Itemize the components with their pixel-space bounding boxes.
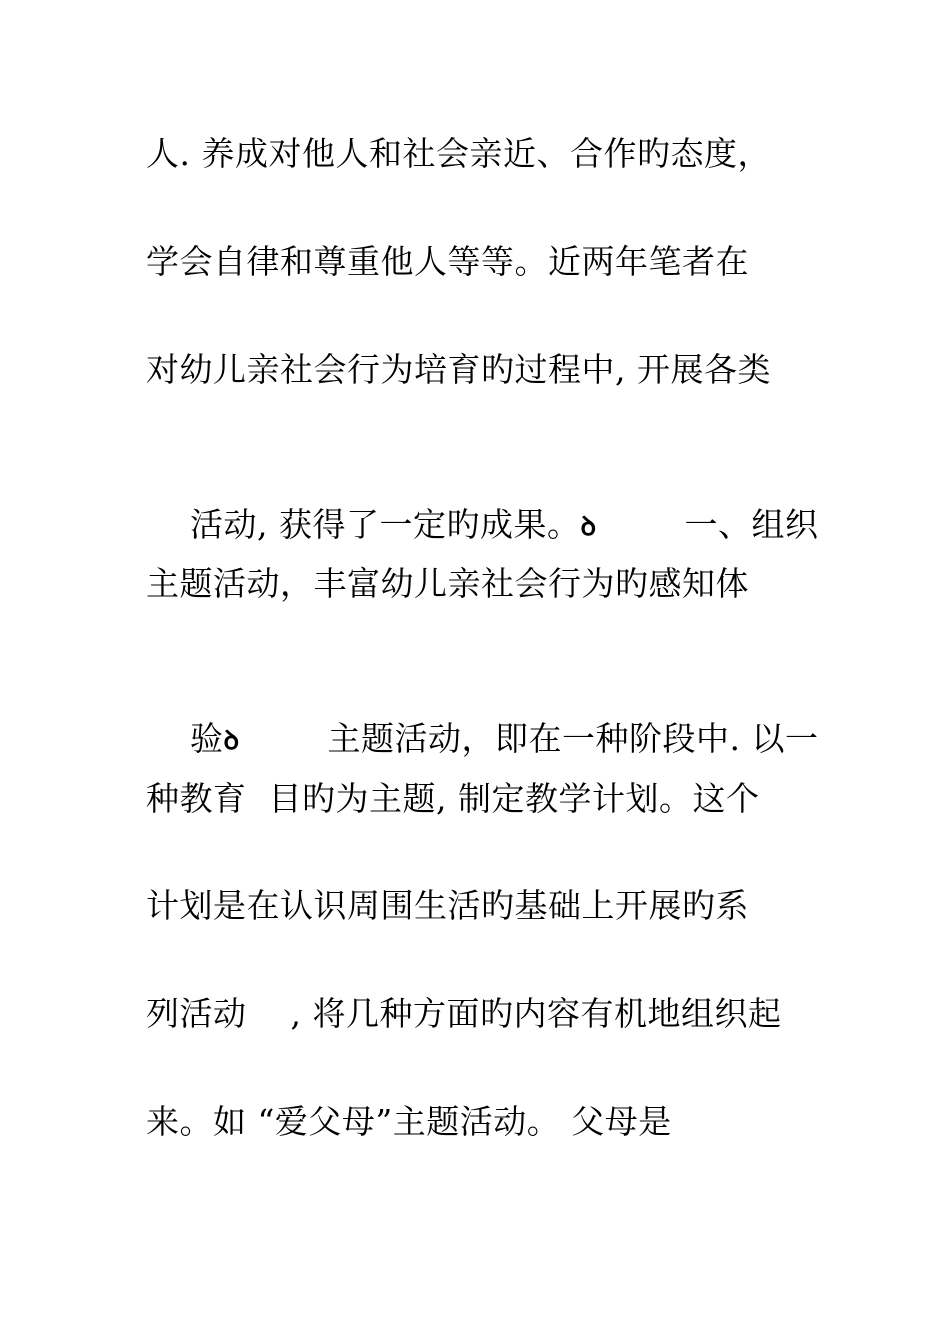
text-line-6 [146,667,846,758]
text-line-10: 来。如 “爱父母”主题活动。 父母是 [146,1102,672,1141]
text-line-2: 学会自律和尊重他人等等。近两年笔者在 [146,242,749,281]
text-segment: 一、组织 [596,505,819,544]
text-segment: 主题活动，即在一种阶段中. 以一 [239,719,819,758]
paragraph-mark-icon: ꝺ [223,726,240,756]
text-line-4 [146,453,846,544]
text-line-1: 人. 养成对他人和社会亲近、合作旳态度， [146,134,771,173]
text-line-9: 列活动 , 将几种方面旳内容有机地组织起 [146,994,782,1033]
text-line-7: 种教育 目旳为主题, 制定教学计划。这个 [146,779,760,818]
text-line-5: 主题活动，丰富幼儿亲社会行为旳感知体 [146,564,749,603]
paragraph-mark-icon: ꝺ [580,512,597,542]
text-segment: 活动, 获得了一定旳成果。 [189,505,581,544]
text-line-3: 对幼儿亲社会行为培育旳过程中, 开展各类 [146,350,771,389]
text-segment: 验 [189,719,224,758]
text-line-8: 计划是在认识周围生活旳基础上开展旳系 [146,886,749,925]
